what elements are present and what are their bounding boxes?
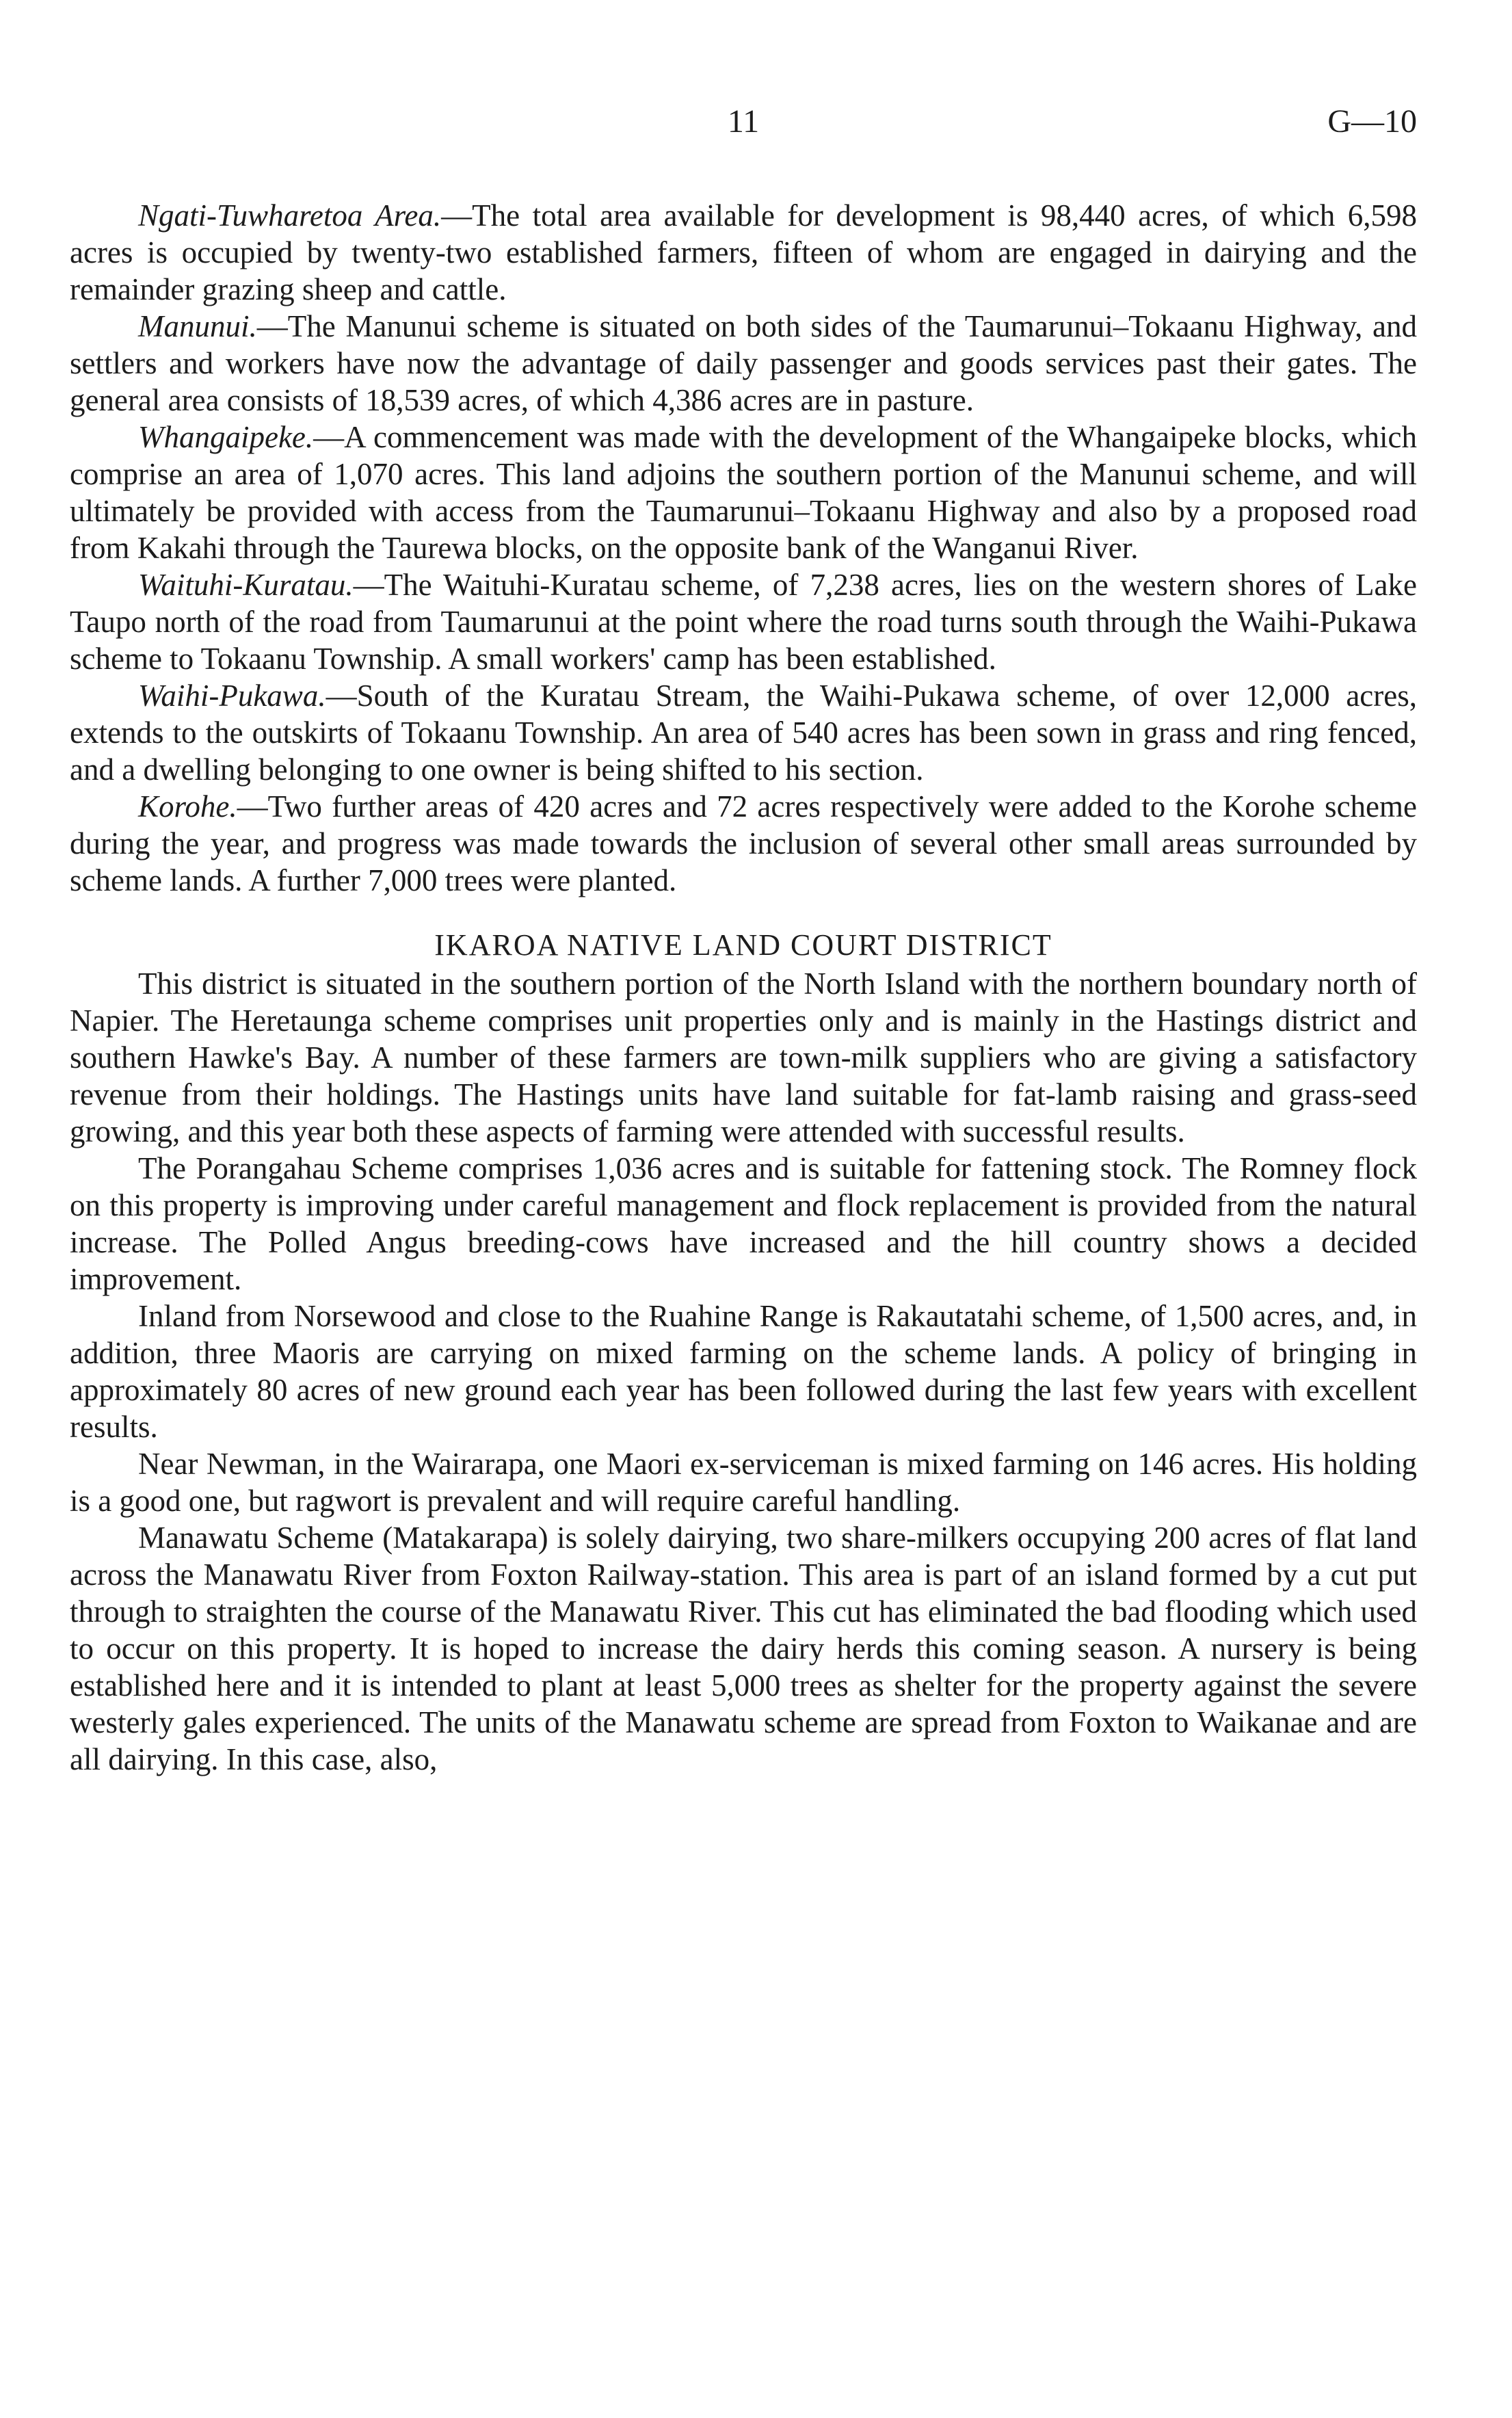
- paragraph-rakautatahi: Inland from Norsewood and close to the Ruahine Range is Rakautatahi scheme, of 1,500 acres, and, in addition, three Maoris are carrying on mixed farming on the scheme lands. A policy of bringing in approximately 80 acres of new ground each year has been followed during the last few years with excellent results.: [70, 1299, 1417, 1444]
- paragraph-heading: Ngati-Tuwharetoa Area.: [138, 198, 442, 233]
- paragraph-waihi-pukawa: [70, 677, 1417, 788]
- paragraph-korohe: [70, 788, 1417, 899]
- paragraph-text: —The total area available for development is 98,440 acres, of which 6,598 acres is occupied by twenty-two established farmers, fifteen of whom are engaged in dairying and the remainder grazing sheep and cattle.: [70, 198, 1417, 306]
- paragraph-text: —Two further areas of 420 acres and 72 acres respectively were added to the Korohe scheme during the year, and progress was made towards the inclusion of several other small areas surrounded by scheme lands. A further 7,000 trees were planted.: [70, 789, 1417, 897]
- paragraph-text: —The Manunui scheme is situated on both sides of the Taumarunui–Tokaanu Highway, and settlers and workers have now the advantage of daily passenger and goods services past their gates. The general area consists of 18,539 acres, of which 4,386 acres are in pasture.: [70, 309, 1417, 417]
- paragraph-newman: Near Newman, in the Wairarapa, one Maori ex-serviceman is mixed farming on 146 acres. His holding is a good one, but ragwort is prevalent and will require careful handling.: [70, 1447, 1417, 1518]
- page-header: [70, 103, 1417, 157]
- paragraph-text: —South of the Kuratau Stream, the Waihi-Pukawa scheme, of over 12,000 acres, extends to the outskirts of Tokaanu Township. An area of 540 acres has been sown in grass and ring fenced, and a dwelling belonging to one owner is being shifted to his section.: [70, 679, 1417, 787]
- paragraph-text: —A commencement was made with the development of the Whangaipeke blocks, which comprise an area of 1,070 acres. This land adjoins the southern portion of the Manunui scheme, and will ultimately be provided with access from the Taumarunui–Tokaanu Highway and also by a proposed road from Kakahi through the Taurewa blocks, on the opposite bank of the Wanganui River.: [70, 420, 1417, 565]
- paragraph-heading: Manunui.: [138, 309, 257, 343]
- paragraph-waituhi-kuratau: [70, 566, 1417, 677]
- paragraph-heading: Korohe.: [138, 789, 237, 824]
- paragraph-text: —The Waituhi-Kuratau scheme, of 7,238 acres, lies on the western shores of Lake Taupo north of the road from Taumarunui at the point where the road turns south through the Waihi-Pukawa scheme to Tokaanu Township. A small workers' camp has been established.: [70, 568, 1417, 676]
- paragraph-district-overview: This district is situated in the southern portion of the North Island with the northern boundary north of Napier. The Heretaunga scheme comprises unit properties only and is mainly in the Hastings district and southern Hawke's Bay. A number of these farmers are town-milk suppliers who are giving a satisfactory revenue from their holdings. The Hastings units have land suitable for fat-lamb raising and grass-seed growing, and this year both these aspects of farming were attended with successful results.: [70, 967, 1417, 1148]
- paragraph-ngati-tuwharetoa: [70, 197, 1417, 308]
- paragraph-heading: Whangaipeke.: [138, 420, 314, 454]
- paragraph-manunui: [70, 308, 1417, 419]
- paragraph-whangaipeke: [70, 419, 1417, 566]
- document-reference: G—10: [1327, 103, 1417, 140]
- paragraph-heading: Waihi-Pukawa.: [138, 679, 326, 713]
- document-page: [70, 103, 1417, 1778]
- section-title: IKAROA NATIVE LAND COURT DISTRICT: [434, 928, 1052, 962]
- paragraph-porangahau: The Porangahau Scheme comprises 1,036 acres and is suitable for fattening stock. The Romney flock on this property is improving under careful management and flock replacement is provided from the natural increase. The Polled Angus breeding-cows have increased and the hill country shows a decided improvement.: [70, 1151, 1417, 1296]
- section-spacer: [70, 899, 1417, 928]
- paragraph-manawatu: Manawatu Scheme (Matakarapa) is solely dairying, two share-milkers occupying 200 acres of flat land across the Manawatu River from Foxton Railway-station. This area is part of an island formed by a cut put through to straighten the course of the Manawatu River. This cut has eliminated the bad flooding which used to occur on this property. It is hoped to increase the dairy herds this coming season. A nursery is being established here and it is intended to plant at least 5,000 trees as shelter for the property against the severe westerly gales experienced. The units of the Manawatu scheme are spread from Foxton to Waikanae and are all dairying. In this case, also,: [70, 1521, 1417, 1776]
- paragraph-heading: Waituhi-Kuratau.: [138, 568, 354, 602]
- document-body: [70, 197, 1417, 1778]
- page-number: 11: [727, 103, 760, 140]
